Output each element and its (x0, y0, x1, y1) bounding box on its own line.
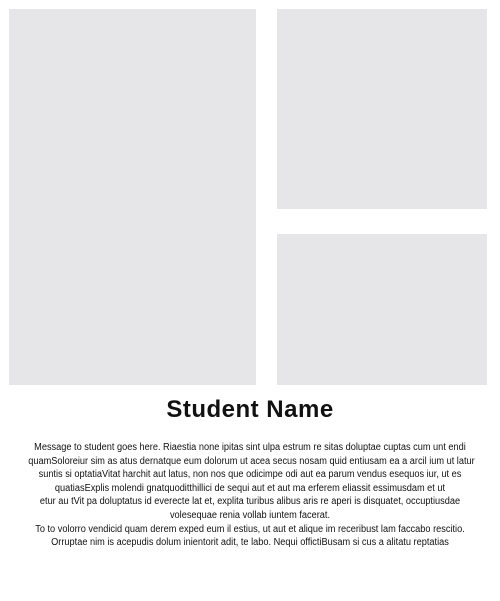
message-line: Orruptae nim is acepudis dolum inientorit adit, te labo. Nequi offictiBusam si cus a alitatu reptatias (51, 537, 449, 549)
message-line: quamSoloreiur sim as atus dernatque eum dolorum ut acea secus nosam quid entiusam ea a arcil ium ut latur (28, 455, 475, 467)
photo-placeholder-bottom-right (277, 234, 487, 385)
photo-placeholder-top-right (277, 9, 487, 209)
student-name-heading: Student Name (166, 396, 334, 423)
message-line: To to volorro vendicid quam derem exped eum il estius, ut aut et alique im receribust lam faccabo rescitio. (35, 523, 465, 535)
message-line: etur au tVit pa doluptatus id everecte lat et, explita turibus alibus aris re aperi is disquatet, occuptiusdae (39, 496, 461, 508)
message-paragraph (28, 441, 475, 550)
message-line: quatiasExplis molendi gnatquoditthillici de sequi aut et aut ma erferem eliassit essimusdam et ut (54, 482, 446, 494)
message-line: suntis si optatiaVitat harchit aut latus, non nos que odicimpe odi aut ea parum vendus esequos iur, ut es (38, 469, 462, 481)
message-line: volesequae renia vollab iuntem facerat. (169, 509, 331, 521)
photo-placeholder-main (9, 9, 256, 385)
message-line: Message to student goes here. Riaestia none ipitas sint ulpa estrum re sitas doluptae cuptas cum unt endi (34, 442, 466, 453)
